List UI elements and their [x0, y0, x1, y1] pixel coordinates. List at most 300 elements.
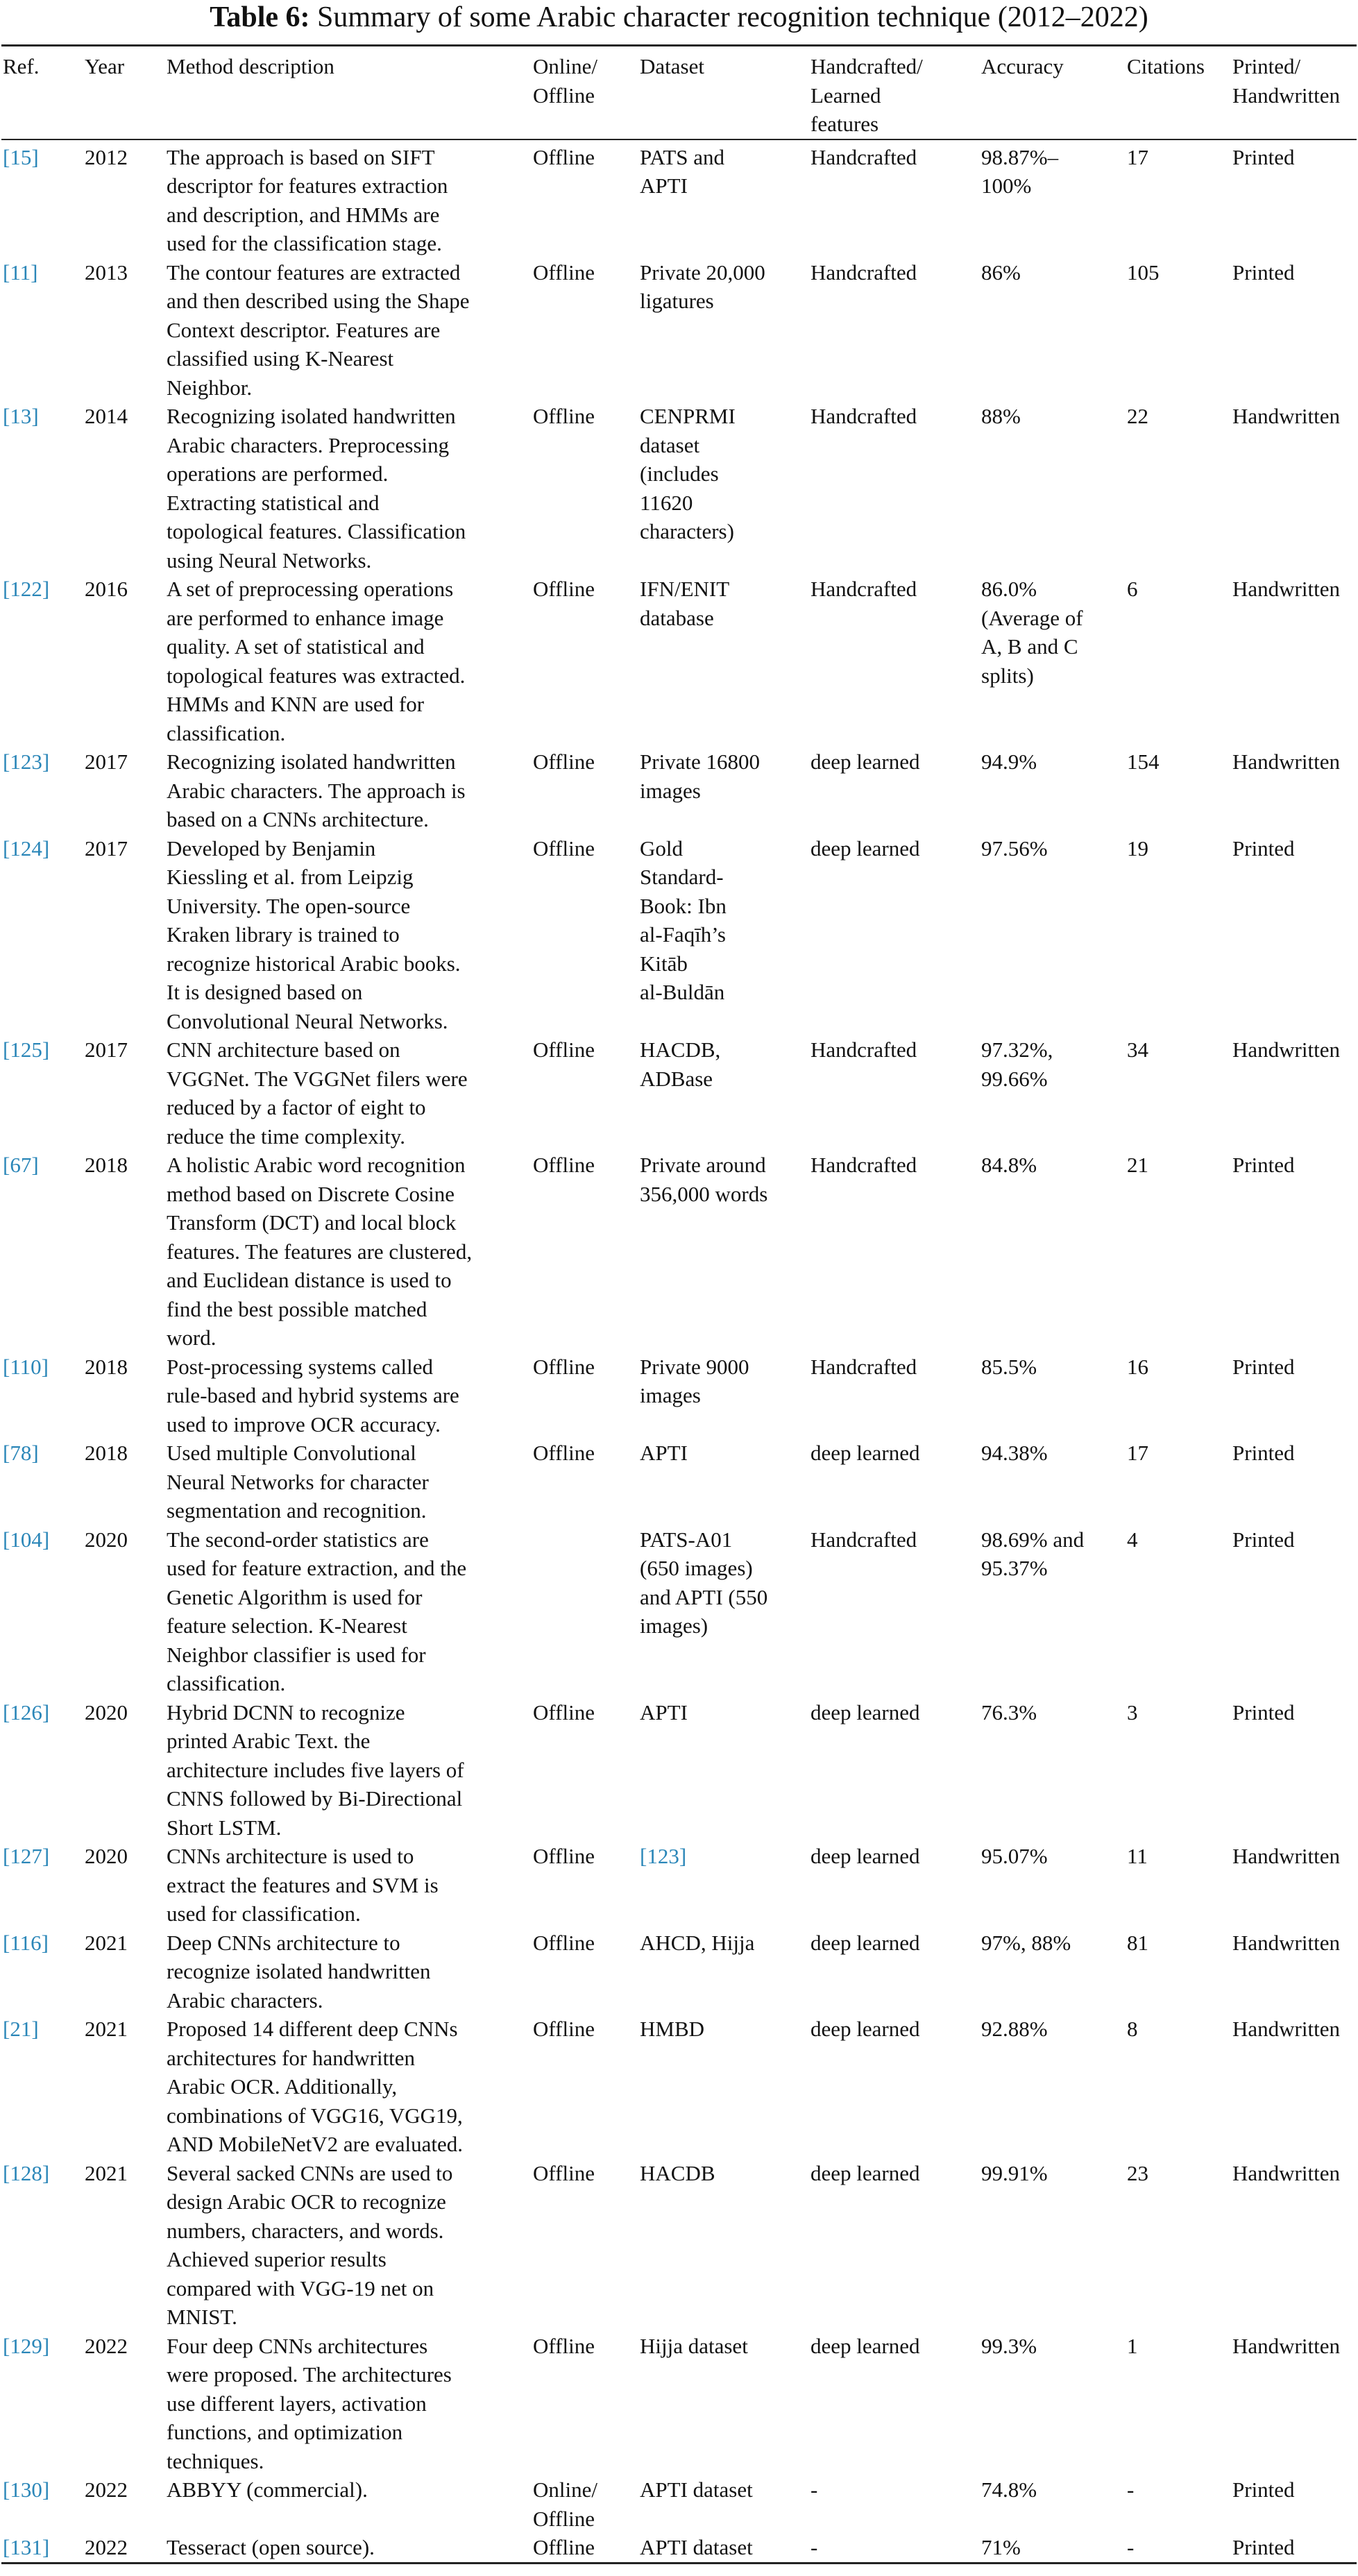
accuracy-cell — [978, 2159, 1124, 2332]
dataset-line: APTI dataset — [640, 2535, 753, 2559]
ref-cell — [1, 1439, 82, 1525]
citation-link[interactable]: [125] — [3, 1037, 50, 1062]
table-row — [1, 2015, 1357, 2159]
method-cell — [164, 402, 530, 575]
year-cell: 2018 — [85, 1153, 128, 1177]
features-cell: deep learned — [810, 1441, 920, 1465]
method-line: descriptor for features extraction — [167, 173, 448, 198]
method-line: using Neural Networks. — [167, 548, 372, 573]
year-cell: 2018 — [85, 1441, 128, 1465]
method-line: CNN architecture based on — [167, 1037, 400, 1062]
method-cell — [164, 1698, 530, 1842]
method-cell — [164, 1035, 530, 1151]
dataset-line: HMBD — [640, 2017, 705, 2041]
accuracy-cell — [978, 575, 1124, 747]
type-cell: Handwritten — [1232, 749, 1340, 774]
method-line: used for classification. — [167, 1901, 361, 1926]
ref-cell — [1, 1151, 82, 1353]
citations-cell: 11 — [1127, 1844, 1148, 1868]
ref-cell — [1, 2533, 82, 2563]
ref-cell — [1, 747, 82, 834]
features-cell: - — [808, 2533, 978, 2563]
header-type-line: Handwritten — [1232, 83, 1340, 108]
dataset-line: Private 9000 — [640, 1354, 749, 1379]
year-cell: 2022 — [85, 2333, 128, 2358]
mode-line: Offline — [533, 1153, 595, 1177]
year-cell: 2022 — [82, 2533, 164, 2563]
method-line: The contour features are extracted — [167, 260, 461, 285]
method-line: architectures for handwritten — [167, 2045, 416, 2070]
method-line: Achieved superior results — [167, 2247, 387, 2271]
dataset-cell — [637, 1353, 808, 1439]
header-type — [1230, 46, 1357, 139]
dataset-cell — [637, 2332, 808, 2476]
accuracy-cell — [978, 2533, 1124, 2563]
citation-link[interactable]: [129] — [3, 2333, 50, 2358]
year-cell: 2022 — [85, 2477, 128, 2502]
method-line: recognize historical Arabic books. — [167, 951, 461, 976]
citation-link[interactable]: [78] — [3, 1441, 39, 1465]
accuracy-cell — [978, 1035, 1124, 1151]
method-line: Kiessling et al. from Leipzig — [167, 865, 414, 889]
accuracy-line: 84.8% — [981, 1153, 1037, 1177]
method-line: and description, and HMMs are — [167, 202, 440, 227]
ref-cell — [1, 1842, 82, 1929]
header-type-line: Printed/ — [1232, 54, 1301, 78]
dataset-cell — [637, 258, 808, 402]
citation-link[interactable]: [67] — [3, 1153, 39, 1177]
type-cell: Printed — [1232, 1527, 1295, 1552]
features-cell: deep learned — [810, 749, 920, 774]
method-cell — [164, 1929, 530, 2015]
mode-cell — [530, 1525, 637, 1698]
mode-line: Offline — [533, 1700, 595, 1725]
citation-link[interactable]: [124] — [3, 836, 50, 861]
citations-cell: - — [1124, 2533, 1230, 2563]
method-cell — [164, 2332, 530, 2476]
method-line: VGGNet. The VGGNet filers were — [167, 1066, 468, 1091]
citation-link[interactable]: [110] — [3, 1354, 49, 1379]
table-row — [1, 1929, 1357, 2015]
dataset-line: (includes — [640, 461, 719, 486]
citations-cell: - — [1127, 2477, 1135, 2502]
table-row — [1, 575, 1357, 747]
type-cell: Printed — [1232, 2477, 1295, 2502]
citations-cell: 17 — [1127, 1441, 1148, 1465]
accuracy-cell — [978, 747, 1124, 834]
accuracy-cell — [978, 139, 1124, 258]
accuracy-cell — [978, 258, 1124, 402]
header-features-line: Learned — [810, 83, 881, 108]
dataset-line: ligatures — [640, 289, 714, 313]
dataset-line: images — [640, 778, 701, 803]
type-cell: Handwritten — [1232, 1037, 1340, 1062]
dataset-cell — [637, 1929, 808, 2015]
mode-cell — [530, 1929, 637, 2015]
method-line: features. The features are clustered, — [167, 1239, 473, 1264]
accuracy-line: 100% — [981, 173, 1032, 198]
method-line: Proposed 14 different deep CNNs — [167, 2017, 458, 2041]
mode-cell — [530, 2332, 637, 2476]
dataset-cell — [637, 2159, 808, 2332]
header-features-line: features — [810, 112, 879, 136]
dataset-cell — [637, 1151, 808, 1353]
accuracy-cell — [978, 1439, 1124, 1525]
table-body — [1, 139, 1357, 2564]
table-caption-label: Table 6: — [210, 1, 310, 33]
citation-link[interactable]: [15] — [3, 144, 39, 169]
ref-cell — [1, 1525, 82, 1698]
accuracy-cell — [978, 1151, 1124, 1353]
features-cell: Handcrafted — [810, 1354, 917, 1379]
method-line: Convolutional Neural Networks. — [167, 1008, 448, 1033]
method-line: used for feature extraction, and the — [167, 1556, 467, 1580]
ref-cell — [1, 2332, 82, 2476]
ref-cell — [1, 834, 82, 1036]
method-cell — [164, 1439, 530, 1525]
accuracy-line: 86% — [981, 260, 1021, 285]
method-line: extract the features and SVM is — [167, 1872, 439, 1897]
accuracy-line: 76.3% — [981, 1700, 1037, 1725]
method-line: used for the classification stage. — [167, 231, 442, 255]
method-line: use different layers, activation — [167, 2391, 427, 2416]
accuracy-line: 71% — [981, 2535, 1021, 2559]
ref-cell — [1, 2159, 82, 2332]
features-cell: Handcrafted — [810, 1037, 917, 1062]
citation-link[interactable]: [131] — [3, 2535, 50, 2559]
mode-line: Offline — [533, 1844, 595, 1868]
dataset-line: Private around — [640, 1153, 766, 1177]
method-line: classification. — [167, 1671, 286, 1695]
dataset-line: APTI — [640, 173, 688, 198]
dataset-cell — [637, 2475, 808, 2533]
dataset-line: HACDB — [640, 2160, 715, 2185]
citations-cell: 17 — [1127, 144, 1148, 169]
method-line: classification. — [167, 720, 286, 745]
table-row — [1, 1698, 1357, 1842]
dataset-cell — [637, 1842, 808, 1929]
method-line: Hybrid DCNN to recognize — [167, 1700, 405, 1725]
mode-cell — [530, 2533, 637, 2563]
table-row — [1, 2332, 1357, 2476]
mode-line: Offline — [533, 2535, 595, 2559]
method-line: based on a CNNs architecture. — [167, 807, 429, 831]
year-cell: 2013 — [85, 260, 128, 285]
type-cell: Printed — [1232, 260, 1295, 285]
method-line: Post-processing systems called — [167, 1354, 434, 1379]
dataset-cell — [637, 1525, 808, 1698]
citations-cell: 154 — [1127, 749, 1160, 774]
dataset-line: IFN/ENIT — [640, 577, 730, 601]
features-cell: deep learned — [810, 2160, 920, 2185]
method-line: Extracting statistical and — [167, 490, 380, 515]
method-line: Recognizing isolated handwritten — [167, 749, 456, 774]
mode-line: Offline — [533, 2017, 595, 2041]
dataset-cell — [637, 2015, 808, 2159]
method-line: compared with VGG-19 net on — [167, 2276, 434, 2300]
citation-link[interactable]: [128] — [3, 2160, 50, 2185]
accuracy-cell — [978, 402, 1124, 575]
features-cell: - — [810, 2477, 818, 2502]
citation-link[interactable]: [13] — [3, 404, 39, 428]
citations-cell: 22 — [1127, 404, 1148, 428]
year-cell: 2020 — [85, 1844, 128, 1868]
accuracy-line: 99.66% — [981, 1066, 1048, 1091]
header-year: Year — [82, 46, 164, 139]
dataset-line: Book: Ibn — [640, 893, 727, 918]
citation-link[interactable]: [123] — [3, 749, 50, 774]
mode-cell — [530, 575, 637, 747]
mode-line: Offline — [533, 2506, 595, 2531]
accuracy-line: 85.5% — [981, 1354, 1037, 1379]
method-line: CNNS followed by Bi-Directional — [167, 1786, 463, 1811]
accuracy-cell — [978, 2015, 1124, 2159]
table-row — [1, 834, 1357, 1036]
header-citations: Citations — [1124, 46, 1230, 139]
method-cell — [164, 1353, 530, 1439]
citation-link[interactable]: [122] — [3, 577, 50, 601]
dataset-line: images — [640, 1383, 701, 1407]
features-cell: Handcrafted — [810, 144, 917, 169]
accuracy-cell — [978, 1698, 1124, 1842]
type-cell: Handwritten — [1232, 1930, 1340, 1955]
method-cell — [164, 1525, 530, 1698]
dataset-line: Gold — [640, 836, 683, 861]
type-cell: Handwritten — [1232, 577, 1340, 601]
citation-link[interactable]: [130] — [3, 2477, 50, 2502]
method-cell — [164, 2533, 530, 2563]
table-row — [1, 1353, 1357, 1439]
table-row — [1, 1035, 1357, 1151]
dataset-line: Kitāb — [640, 951, 688, 976]
method-line: HMMs and KNN are used for — [167, 692, 425, 716]
mode-line: Offline — [533, 1441, 595, 1465]
mode-cell — [530, 402, 637, 575]
method-line: The second-order statistics are — [167, 1527, 429, 1552]
citations-cell: 21 — [1127, 1153, 1148, 1177]
type-cell: Printed — [1232, 1354, 1295, 1379]
header-mode — [530, 46, 637, 139]
mode-cell — [530, 834, 637, 1036]
citation-link[interactable]: [123] — [640, 1844, 687, 1868]
citations-cell: 81 — [1127, 1930, 1148, 1955]
citation-link[interactable]: [126] — [3, 1700, 50, 1725]
dataset-line: PATS and — [640, 144, 725, 169]
dataset-cell — [637, 139, 808, 258]
mode-line: Offline — [533, 836, 595, 861]
method-line: Several sacked CNNs are used to — [167, 2160, 453, 2185]
method-line: Arabic characters. — [167, 1988, 323, 2012]
table-row — [1, 2533, 1357, 2563]
method-line: Transform (DCT) and local block — [167, 1210, 457, 1235]
dataset-cell — [637, 1035, 808, 1151]
method-line: Arabic characters. Preprocessing — [167, 432, 450, 457]
accuracy-line: 97.32%, — [981, 1037, 1053, 1062]
mode-line: Offline — [533, 260, 595, 285]
method-cell — [164, 834, 530, 1036]
dataset-line: ADBase — [640, 1066, 713, 1091]
table-row — [1, 2475, 1357, 2533]
dataset-line: Private 16800 — [640, 749, 761, 774]
method-line: classified using K-Nearest — [167, 346, 394, 371]
method-line: rule-based and hybrid systems are — [167, 1383, 459, 1407]
mode-cell — [530, 2159, 637, 2332]
accuracy-line: A, B and C — [981, 634, 1078, 659]
header-features-line: Handcrafted/ — [810, 54, 923, 78]
features-cell: Handcrafted — [810, 404, 917, 428]
year-cell: 2014 — [85, 404, 128, 428]
citation-link[interactable]: [116] — [3, 1930, 49, 1955]
citations-cell: 8 — [1127, 2017, 1138, 2041]
dataset-cell — [637, 575, 808, 747]
table-row — [1, 747, 1357, 834]
accuracy-cell — [978, 1353, 1124, 1439]
ref-cell — [1, 575, 82, 747]
header-method: Method description — [164, 46, 530, 139]
mode-cell — [530, 1842, 637, 1929]
method-line: Deep CNNs architecture to — [167, 1930, 400, 1955]
accuracy-cell — [978, 2475, 1124, 2533]
type-cell: Handwritten — [1232, 2017, 1340, 2041]
method-line: were proposed. The architectures — [167, 2362, 452, 2387]
mode-line: Offline — [533, 2160, 595, 2185]
citations-cell: 6 — [1127, 577, 1138, 601]
method-line: find the best possible matched — [167, 1296, 427, 1321]
dataset-line: al-Buldān — [640, 980, 725, 1004]
dataset-line: Standard- — [640, 865, 724, 889]
dataset-line: images) — [640, 1613, 708, 1638]
citation-link[interactable]: [127] — [3, 1844, 50, 1868]
dataset-line: PATS-A01 — [640, 1527, 733, 1552]
header-ref: Ref. — [1, 46, 82, 139]
method-line: topological features was extracted. — [167, 663, 466, 688]
dataset-line: APTI — [640, 1441, 688, 1465]
table-caption-text: Summary of some Arabic character recognition technique (2012–2022) — [317, 1, 1148, 33]
mode-cell — [530, 1035, 637, 1151]
mode-line: Offline — [533, 2333, 595, 2358]
header-dataset: Dataset — [637, 46, 808, 139]
method-line: techniques. — [167, 2448, 264, 2473]
dataset-cell — [637, 2533, 808, 2563]
mode-line: Offline — [533, 577, 595, 601]
citations-cell: 4 — [1127, 1527, 1138, 1552]
citations-cell: 16 — [1127, 1354, 1148, 1379]
method-line: used to improve OCR accuracy. — [167, 1412, 441, 1437]
method-line: Kraken library is trained to — [167, 922, 400, 947]
type-cell: Printed — [1232, 836, 1295, 861]
features-cell: Handcrafted — [810, 260, 917, 285]
method-cell — [164, 1151, 530, 1353]
dataset-line: 356,000 words — [640, 1181, 768, 1206]
year-cell: 2020 — [85, 1700, 128, 1725]
method-line: Developed by Benjamin — [167, 836, 376, 861]
accuracy-cell — [978, 1929, 1124, 2015]
method-line: It is designed based on — [167, 980, 363, 1004]
type-cell: Printed — [1232, 144, 1295, 169]
header-row — [1, 46, 1357, 139]
mode-line: Offline — [533, 749, 595, 774]
accuracy-line: 95.37% — [981, 1556, 1048, 1580]
table-row — [1, 258, 1357, 402]
features-cell: deep learned — [810, 1930, 920, 1955]
table-row — [1, 1842, 1357, 1929]
method-line: operations are performed. — [167, 461, 389, 486]
method-cell — [164, 2159, 530, 2332]
table-row — [1, 1525, 1357, 1698]
citation-link[interactable]: [104] — [3, 1527, 50, 1552]
table-row — [1, 1439, 1357, 1525]
mode-line: Offline — [533, 1354, 595, 1379]
ref-cell — [1, 1929, 82, 2015]
ref-cell — [1, 258, 82, 402]
accuracy-line: 88% — [981, 404, 1021, 428]
dataset-line: HACDB, — [640, 1037, 721, 1062]
features-cell: Handcrafted — [810, 1153, 917, 1177]
features-cell: deep learned — [810, 1844, 920, 1868]
method-line: are performed to enhance image — [167, 605, 444, 630]
mode-cell — [530, 1151, 637, 1353]
mode-cell — [530, 258, 637, 402]
accuracy-line: splits) — [981, 663, 1034, 688]
citation-link[interactable]: [21] — [3, 2017, 39, 2041]
mode-cell — [530, 1698, 637, 1842]
method-line: A set of preprocessing operations — [167, 577, 454, 601]
method-cell — [164, 258, 530, 402]
type-cell: Printed — [1232, 1700, 1295, 1725]
accuracy-line: 99.91% — [981, 2160, 1048, 2185]
method-line: numbers, characters, and words. — [167, 2218, 444, 2243]
type-cell: Handwritten — [1232, 1844, 1340, 1868]
dataset-line: APTI — [640, 1700, 688, 1725]
dataset-line: Hijja dataset — [640, 2333, 748, 2358]
mode-cell — [530, 2475, 637, 2533]
method-line: method based on Discrete Cosine — [167, 1181, 455, 1206]
method-line: Neighbor. — [167, 375, 253, 400]
method-cell — [164, 1842, 530, 1929]
method-line: CNNs architecture is used to — [167, 1844, 414, 1868]
method-line: architecture includes five layers of — [167, 1757, 464, 1782]
citation-link[interactable]: [11] — [3, 260, 38, 285]
dataset-line: and APTI (550 — [640, 1584, 768, 1609]
dataset-cell — [637, 834, 808, 1036]
method-line: Tesseract (open source). — [167, 2535, 375, 2559]
citations-cell: 23 — [1127, 2160, 1148, 2185]
method-line: quality. A set of statistical and — [167, 634, 425, 659]
table-row — [1, 139, 1357, 258]
method-line: Genetic Algorithm is used for — [167, 1584, 423, 1609]
method-line: feature selection. K-Nearest — [167, 1613, 407, 1638]
year-cell: 2021 — [85, 2160, 128, 2185]
mode-line: Offline — [533, 1037, 595, 1062]
accuracy-line: 97%, 88% — [981, 1930, 1071, 1955]
summary-table — [1, 44, 1357, 2564]
year-cell: 2021 — [85, 1930, 128, 1955]
dataset-cell — [637, 402, 808, 575]
header-accuracy: Accuracy — [978, 46, 1124, 139]
year-cell: 2012 — [85, 144, 128, 169]
mode-cell — [530, 747, 637, 834]
method-line: Arabic OCR. Additionally, — [167, 2074, 398, 2099]
method-line: Neural Networks for character — [167, 1469, 429, 1494]
accuracy-line: 97.56% — [981, 836, 1048, 861]
mode-cell — [530, 1439, 637, 1525]
dataset-line: database — [640, 605, 714, 630]
features-cell: deep learned — [810, 1700, 920, 1725]
accuracy-line: 95.07% — [981, 1844, 1048, 1868]
method-line: Four deep CNNs architectures — [167, 2333, 428, 2358]
table-row — [1, 1151, 1357, 1353]
method-line: University. The open-source — [167, 893, 411, 918]
